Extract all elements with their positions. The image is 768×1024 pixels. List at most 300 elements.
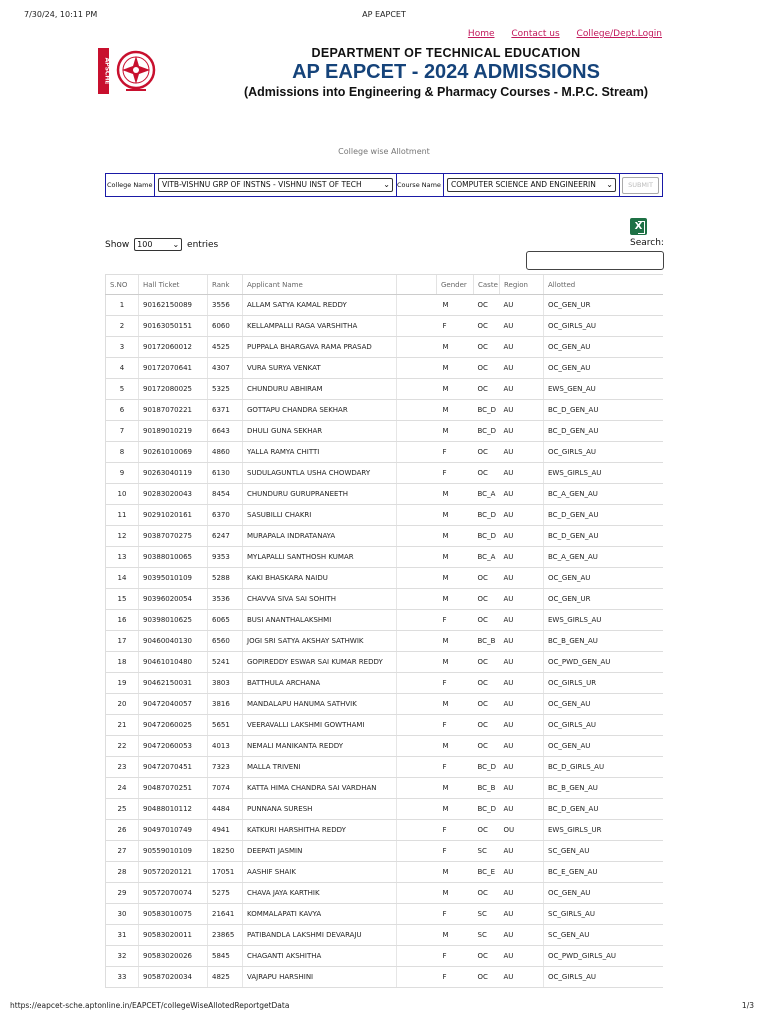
table-cell [397,442,437,463]
table-cell: BC_D [474,757,500,778]
table-cell: 25 [106,799,139,820]
allotment-filter-bar [105,173,663,197]
table-cell: 29 [106,883,139,904]
table-cell: BC_D [474,421,500,442]
print-title: AP EAPCET [362,10,406,19]
table-cell: 21641 [208,904,243,925]
logo-text: APSCHE [103,57,111,85]
chevron-down-icon: ⌄ [172,240,180,249]
table-cell: 33 [106,967,139,988]
table-cell: 6130 [208,463,243,484]
top-nav [454,29,662,39]
table-row [106,400,664,421]
table-row [106,610,664,631]
table-cell: AU [500,316,544,337]
table-cell: CHUNDURU ABHIRAM [243,379,397,400]
apsche-logo [98,48,162,94]
table-cell: MALLA TRIVENI [243,757,397,778]
table-row [106,442,664,463]
filter-divider [443,174,444,196]
table-cell: 90172070641 [139,358,208,379]
table-row [106,316,664,337]
table-cell: F [437,757,474,778]
table-cell: 7323 [208,757,243,778]
admissions-title: AP EAPCET - 2024 ADMISSIONS [292,61,600,83]
page-header [186,46,706,99]
table-cell: OC_GEN_UR [544,295,664,316]
table-cell: OC_GIRLS_AU [544,442,664,463]
table-cell: 24 [106,778,139,799]
table-cell: F [437,673,474,694]
course-name-select[interactable] [447,178,616,192]
column-header[interactable]: Applicant Name [243,275,397,295]
table-cell: BC_D [474,505,500,526]
table-cell: M [437,925,474,946]
table-cell [397,967,437,988]
table-row [106,736,664,757]
table-cell [397,631,437,652]
table-cell: M [437,631,474,652]
table-cell: YALLA RAMYA CHITTI [243,442,397,463]
table-cell: AU [500,295,544,316]
table-cell: SC [474,925,500,946]
table-cell: OC_GEN_AU [544,568,664,589]
filter-divider [619,174,620,196]
table-cell: BC_D [474,526,500,547]
table-cell: M [437,421,474,442]
table-row [106,694,664,715]
table-cell: BC_E_GEN_AU [544,862,664,883]
table-cell: 7 [106,421,139,442]
table-cell: AU [500,505,544,526]
table-cell: BC_D_GIRLS_AU [544,757,664,778]
table-cell [397,337,437,358]
table-cell: 90472060025 [139,715,208,736]
table-cell: 28 [106,862,139,883]
search-input[interactable] [526,251,664,270]
table-row [106,358,664,379]
table-cell: BC_D_GEN_AU [544,526,664,547]
table-cell: OC_GEN_AU [544,337,664,358]
table-cell: F [437,610,474,631]
table-cell: 90497010749 [139,820,208,841]
table-cell: PATIBANDLA LAKSHMI DEVARAJU [243,925,397,946]
table-row [106,484,664,505]
table-cell: 3816 [208,694,243,715]
table-cell: 90572020121 [139,862,208,883]
table-cell: AU [500,442,544,463]
table-cell: OC_PWD_GEN_AU [544,652,664,673]
table-cell: AU [500,715,544,736]
table-cell: M [437,379,474,400]
table-cell: OC [474,610,500,631]
table-cell: M [437,547,474,568]
table-cell: 90559010109 [139,841,208,862]
table-cell: 6643 [208,421,243,442]
table-cell: SC_GEN_AU [544,841,664,862]
table-cell [397,715,437,736]
print-datetime: 7/30/24, 10:11 PM [24,10,98,19]
table-cell: 90263040119 [139,463,208,484]
table-cell: 32 [106,946,139,967]
table-cell: OC [474,442,500,463]
table-row [106,925,664,946]
table-cell: 21 [106,715,139,736]
table-cell: AU [500,841,544,862]
table-cell: BC_B [474,778,500,799]
table-cell: OC_PWD_GIRLS_AU [544,946,664,967]
table-row [106,946,664,967]
table-cell: AU [500,589,544,610]
entries-select[interactable] [134,238,182,251]
table-cell: AU [500,778,544,799]
table-row [106,295,664,316]
table-row [106,505,664,526]
column-header[interactable]: Rank [208,275,243,295]
table-cell: F [437,967,474,988]
table-cell [397,652,437,673]
table-cell: M [437,526,474,547]
table-cell: 5275 [208,883,243,904]
table-cell: 17 [106,631,139,652]
table-cell: 3556 [208,295,243,316]
table-cell: AU [500,757,544,778]
table-cell: OC [474,946,500,967]
table-cell [397,316,437,337]
table-cell [397,568,437,589]
table-cell: OC [474,337,500,358]
table-cell: 90472040057 [139,694,208,715]
table-cell: 15 [106,589,139,610]
table-cell: 90472060053 [139,736,208,757]
table-body [106,295,664,988]
table-cell: 20 [106,694,139,715]
table-cell: 90387070275 [139,526,208,547]
table-cell: 5 [106,379,139,400]
chevron-down-icon: ⌄ [383,180,390,189]
nav-home-link[interactable]: Home [467,29,495,39]
table-cell [397,841,437,862]
table-cell: KAKI BHASKARA NAIDU [243,568,397,589]
column-header[interactable]: S.NO [106,275,139,295]
table-row [106,547,664,568]
table-cell: 18 [106,652,139,673]
table-cell [397,295,437,316]
table-cell: GOTTAPU CHANDRA SEKHAR [243,400,397,421]
table-cell: BC_B_GEN_AU [544,778,664,799]
table-row [106,379,664,400]
table-cell: 12 [106,526,139,547]
table-cell: 6060 [208,316,243,337]
table-cell: 6370 [208,505,243,526]
college-name-label: College Name [107,181,153,189]
table-cell: OC [474,820,500,841]
table-cell: OC_GIRLS_AU [544,715,664,736]
table-cell: 90396020054 [139,589,208,610]
table-cell: EWS_GEN_AU [544,379,664,400]
table-cell: BC_D_GEN_AU [544,799,664,820]
table-row [106,526,664,547]
table-cell: 30 [106,904,139,925]
table-cell: PUNNANA SURESH [243,799,397,820]
table-cell: 90395010109 [139,568,208,589]
excel-icon[interactable]: X [630,218,647,235]
table-cell: OC_GEN_UR [544,589,664,610]
table-cell: 5288 [208,568,243,589]
table-cell: 11 [106,505,139,526]
print-page-number: 1/3 [741,1001,754,1010]
table-cell [397,799,437,820]
table-row [106,799,664,820]
table-cell [397,673,437,694]
table-cell: PUPPALA BHARGAVA RAMA PRASAD [243,337,397,358]
table-cell [397,778,437,799]
table-cell: AU [500,862,544,883]
table-cell: M [437,568,474,589]
table-cell [397,379,437,400]
table-cell: 4013 [208,736,243,757]
table-cell: AU [500,547,544,568]
table-cell [397,526,437,547]
table-cell: AASHIF SHAIK [243,862,397,883]
table-cell: BC_D_GEN_AU [544,400,664,421]
table-cell: AU [500,526,544,547]
table-row [106,883,664,904]
table-cell: M [437,505,474,526]
table-row [106,757,664,778]
table-cell: 90472070451 [139,757,208,778]
table-cell: OC_GEN_AU [544,736,664,757]
search-label: Search: [630,238,664,248]
column-header[interactable]: Region [500,275,544,295]
table-row [106,715,664,736]
table-cell: OU [500,820,544,841]
table-cell: OC [474,358,500,379]
table-row [106,652,664,673]
column-header[interactable] [397,275,437,295]
table-cell: 90487070251 [139,778,208,799]
table-cell: 1 [106,295,139,316]
table-cell: 90261010069 [139,442,208,463]
table-cell: AU [500,694,544,715]
table-row [106,904,664,925]
table-cell: 6371 [208,400,243,421]
table-cell: EWS_GIRLS_AU [544,463,664,484]
table-cell: MURAPALA INDRATANAYA [243,526,397,547]
table-cell: BC_D_GEN_AU [544,505,664,526]
table-row [106,820,664,841]
table-cell: M [437,589,474,610]
table-cell: OC [474,736,500,757]
table-cell: 8454 [208,484,243,505]
table-cell: 90572070074 [139,883,208,904]
print-header [0,10,768,24]
entries-value: 100 [137,240,153,249]
table-cell: BC_B_GEN_AU [544,631,664,652]
table-cell: BC_D [474,400,500,421]
department-title: DEPARTMENT OF TECHNICAL EDUCATION [311,46,581,60]
table-cell: 17051 [208,862,243,883]
table-cell [397,883,437,904]
table-cell: F [437,463,474,484]
table-cell [397,358,437,379]
table-cell: AU [500,799,544,820]
table-row [106,673,664,694]
table-cell: AU [500,421,544,442]
table-row [106,421,664,442]
table-cell: AU [500,337,544,358]
table-cell: 90162150089 [139,295,208,316]
table-cell: 26 [106,820,139,841]
table-cell: 6560 [208,631,243,652]
table-cell: BATTHULA ARCHANA [243,673,397,694]
table-cell: 90462150031 [139,673,208,694]
table-cell [397,463,437,484]
table-cell: 3536 [208,589,243,610]
table-cell: AU [500,925,544,946]
table-cell: 6 [106,400,139,421]
table-cell: AU [500,946,544,967]
table-cell: 5241 [208,652,243,673]
column-header[interactable]: Allotted [544,275,664,295]
table-cell: AU [500,673,544,694]
table-cell: AU [500,904,544,925]
college-name-value: VITB-VISHNU GRP OF INSTNS - VISHNU INST OF TECH [162,180,362,189]
table-cell: BC_A [474,484,500,505]
submit-button[interactable]: SUBMIT [622,177,659,194]
table-cell: 3 [106,337,139,358]
table-cell: 22 [106,736,139,757]
table-cell: 16 [106,610,139,631]
table-cell: BC_B [474,631,500,652]
table-cell: M [437,694,474,715]
column-header[interactable]: Gender [437,275,474,295]
table-cell [397,925,437,946]
table-cell [397,904,437,925]
table-cell [397,421,437,442]
table-cell: KATTA HIMA CHANDRA SAI VARDHAN [243,778,397,799]
table-cell: KOMMALAPATI KAVYA [243,904,397,925]
table-cell [397,736,437,757]
table-cell: OC_GIRLS_AU [544,967,664,988]
table-cell: AU [500,568,544,589]
table-cell: AU [500,379,544,400]
table-cell: AU [500,463,544,484]
table-cell: 19 [106,673,139,694]
table-cell: F [437,715,474,736]
table-cell: OC [474,379,500,400]
table-cell: VURA SURYA VENKAT [243,358,397,379]
table-cell [397,589,437,610]
table-row [106,463,664,484]
column-header[interactable]: Hall Ticket [139,275,208,295]
table-cell: SC [474,841,500,862]
table-cell: 8 [106,442,139,463]
table-cell: 90398010625 [139,610,208,631]
table-cell: F [437,820,474,841]
table-cell [397,400,437,421]
table-cell [397,946,437,967]
table-cell: M [437,883,474,904]
table-cell: 4 [106,358,139,379]
table-cell: 90172060012 [139,337,208,358]
table-cell: DEEPATI JASMIN [243,841,397,862]
table-row [106,568,664,589]
show-label: Show [105,240,130,250]
table-cell: MYLAPALLI SANTHOSH KUMAR [243,547,397,568]
table-cell: GOPIREDDY ESWAR SAI KUMAR REDDY [243,652,397,673]
table-cell: 90460040130 [139,631,208,652]
table-row [106,841,664,862]
table-cell: 4825 [208,967,243,988]
table-cell [397,694,437,715]
table-cell: 90488010112 [139,799,208,820]
table-cell: 90587020034 [139,967,208,988]
table-cell: 90583020026 [139,946,208,967]
table-cell: M [437,799,474,820]
table-cell: OC [474,673,500,694]
column-header[interactable]: Caste [474,275,500,295]
table-cell: 4941 [208,820,243,841]
table-cell: M [437,358,474,379]
table-cell: EWS_GIRLS_AU [544,610,664,631]
table-cell: OC [474,967,500,988]
table-cell [397,484,437,505]
college-name-select[interactable] [158,178,393,192]
table-cell: CHUNDURU GURUPRANEETH [243,484,397,505]
table-cell: SC [474,904,500,925]
table-cell: BC_A_GEN_AU [544,547,664,568]
table-row [106,967,664,988]
table-cell [397,505,437,526]
table-cell: MANDALAPU HANUMA SATHVIK [243,694,397,715]
table-cell: SC_GIRLS_AU [544,904,664,925]
table-cell: 90291020161 [139,505,208,526]
table-cell: 5651 [208,715,243,736]
table-cell: 9 [106,463,139,484]
table-cell: 4860 [208,442,243,463]
table-cell: 5845 [208,946,243,967]
table-cell: OC [474,295,500,316]
table-cell: ALLAM SATYA KAMAL REDDY [243,295,397,316]
table-cell: DHULI GUNA SEKHAR [243,421,397,442]
table-row [106,589,664,610]
table-cell: CHAVVA SIVA SAI SOHITH [243,589,397,610]
table-cell: 90172080025 [139,379,208,400]
table-cell: SUDULAGUNTLA USHA CHOWDARY [243,463,397,484]
table-row [106,631,664,652]
table-cell: OC [474,568,500,589]
table-cell: OC [474,652,500,673]
table-cell: CHAVA JAYA KARTHIK [243,883,397,904]
entries-label: entries [187,240,219,250]
table-cell: M [437,778,474,799]
table-cell: AU [500,610,544,631]
table-cell: AU [500,631,544,652]
table-cell: AU [500,484,544,505]
table-cell: 90163050151 [139,316,208,337]
table-cell [397,610,437,631]
table-cell: 7074 [208,778,243,799]
table-cell: OC_GIRLS_AU [544,316,664,337]
table-header-row [106,275,664,295]
table-cell: BC_A [474,547,500,568]
table-cell: OC_GEN_AU [544,694,664,715]
allotment-table-container[interactable] [105,274,663,996]
table-cell: AU [500,400,544,421]
nav-contact-link[interactable]: Contact us [511,29,560,39]
nav-login-link[interactable]: College/Dept.Login [576,29,662,39]
